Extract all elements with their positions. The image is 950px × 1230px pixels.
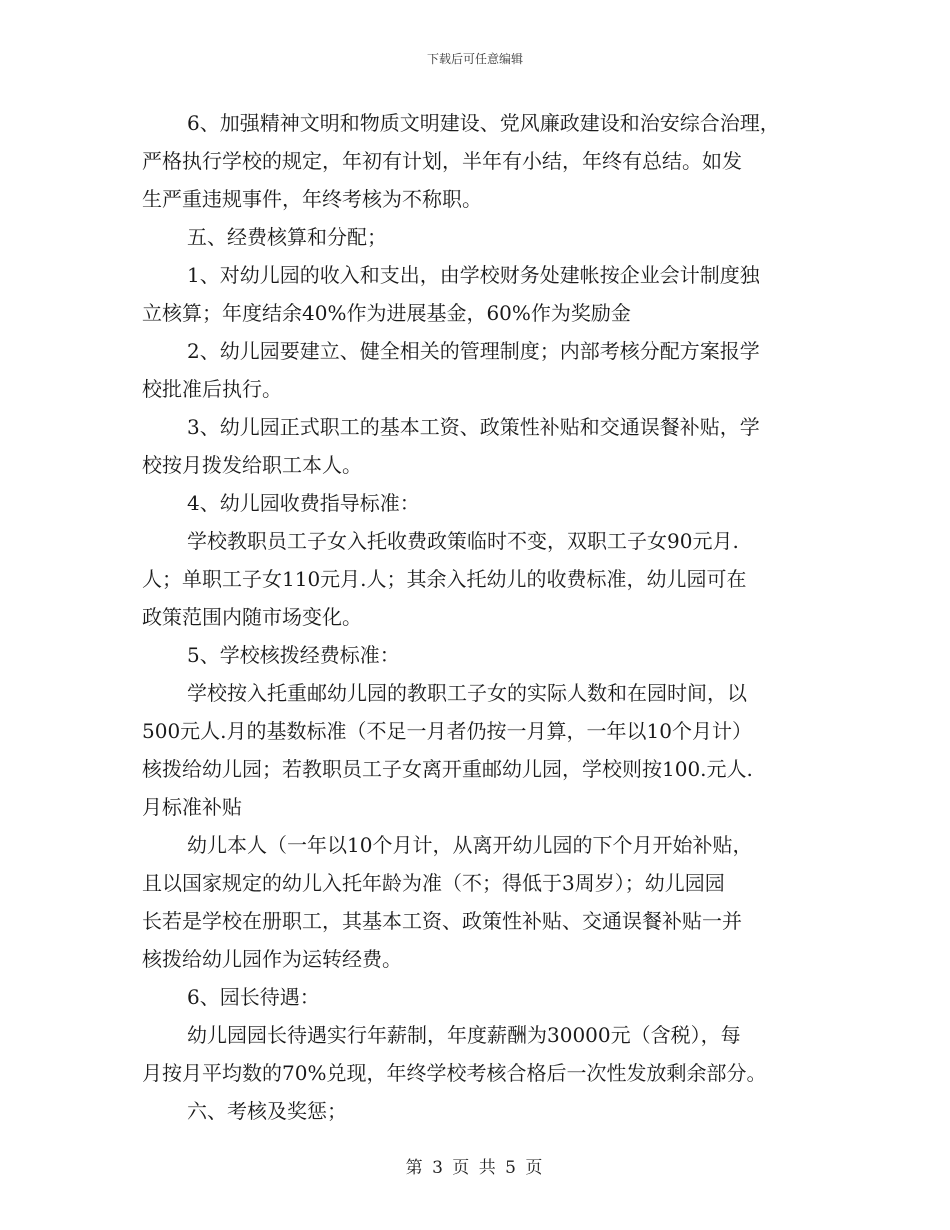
body-line: 500元人.月的基数标准（不足一月者仍按一月算，一年以10个月计） <box>142 719 752 743</box>
section-heading: 六、考核及奖惩； <box>187 1099 347 1123</box>
body-line: 月按月平均数的70%兑现，年终学校考核合格后一次性发放剩余部分。 <box>142 1061 767 1085</box>
body-line: 6、园长待遇： <box>187 985 320 1009</box>
body-line: 6、加强精神文明和物质文明建设、党风廉政建设和治安综合治理， <box>187 111 780 135</box>
body-line: 且以国家规定的幼儿入托年龄为准（不；得低于3周岁）；幼儿园园 <box>142 871 725 895</box>
body-line: 立核算；年度结余40%作为进展基金，60%作为奖励金 <box>142 301 631 325</box>
document-body <box>142 104 812 1130</box>
body-line: 生严重违规事件，年终考核为不称职。 <box>142 187 482 211</box>
body-line: 3、幼儿园正式职工的基本工资、政策性补贴和交通误餐补贴，学 <box>187 415 760 439</box>
body-line: 幼儿本人（一年以10个月计，从离开幼儿园的下个月开始补贴， <box>187 833 753 857</box>
body-line: 学校教职员工子女入托收费政策临时不变，双职工子女90元月. <box>187 529 739 553</box>
body-line: 2、幼儿园要建立、健全相关的管理制度；内部考核分配方案报学 <box>187 339 760 363</box>
body-line: 严格执行学校的规定，年初有计划，半年有小结，年终有总结。如发 <box>142 149 742 173</box>
body-line: 核拨给幼儿园作为运转经费。 <box>142 947 402 971</box>
body-line: 月标准补贴 <box>142 795 242 819</box>
body-line: 4、幼儿园收费指导标准： <box>187 491 420 515</box>
body-line: 人；单职工子女110元月.人；其余入托幼儿的收费标准，幼儿园可在 <box>142 567 747 591</box>
body-line: 校按月拨发给职工本人。 <box>142 453 362 477</box>
section-heading: 五、经费核算和分配； <box>187 225 387 249</box>
body-line: 幼儿园园长待遇实行年薪制，年度薪酬为30000元（含税），每 <box>187 1023 741 1047</box>
page-header: 下载后可任意编辑 <box>426 52 523 66</box>
body-line: 校批准后执行。 <box>142 377 282 401</box>
page-footer: 第 3 页 共 5 页 <box>405 1158 545 1178</box>
body-line: 长若是学校在册职工，其基本工资、政策性补贴、交通误餐补贴一并 <box>142 909 742 933</box>
body-line: 学校按入托重邮幼儿园的教职工子女的实际人数和在园时间，以 <box>187 681 747 705</box>
body-line: 5、学校核拨经费标准： <box>187 643 400 667</box>
body-line: 核拨给幼儿园；若教职员工子女离开重邮幼儿园，学校则按100.元人. <box>142 757 753 781</box>
body-line: 政策范围内随市场变化。 <box>142 605 362 629</box>
body-line: 1、对幼儿园的收入和支出，由学校财务处建帐按企业会计制度独 <box>187 263 760 287</box>
